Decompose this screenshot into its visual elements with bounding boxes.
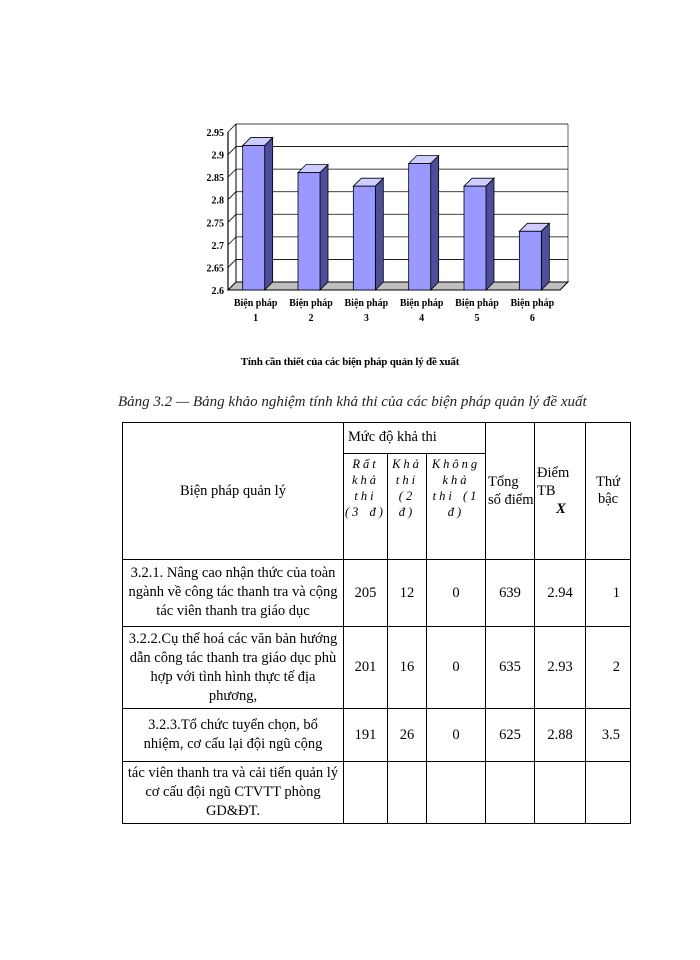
not-feasible-header: Không khả thi (1 đ) bbox=[427, 454, 486, 560]
feasible-cell: 16 bbox=[388, 627, 427, 709]
bar-2 bbox=[298, 165, 328, 290]
x-category-label: Biện pháp bbox=[510, 298, 555, 309]
measure-cell: 3.2.2.Cụ thể hoá các văn bản hướng dẫn công tác thanh tra giáo dục phù hợp với tình hình thực tế địa phương, bbox=[123, 627, 344, 709]
bar-side bbox=[320, 165, 328, 290]
avg-cell: 2.88 bbox=[535, 709, 586, 762]
bar-side bbox=[431, 156, 439, 290]
chart-gridlines bbox=[228, 124, 568, 290]
chart-axes bbox=[228, 124, 568, 290]
feasible-cell bbox=[388, 762, 427, 824]
y-axis-ticks bbox=[207, 128, 225, 297]
bar-front bbox=[243, 146, 265, 290]
gridline-side bbox=[228, 237, 236, 245]
x-category-number: 5 bbox=[474, 313, 480, 324]
table-caption: Bảng 3.2 — Bảng khảo nghiệm tính khả thi của các biện pháp quản lý đề xuất bbox=[118, 394, 587, 410]
total-cell bbox=[486, 762, 535, 824]
rank-cell: 3.5 bbox=[586, 709, 631, 762]
y-tick-label: 2.9 bbox=[211, 150, 224, 162]
table-row bbox=[123, 627, 631, 709]
x-category-number: 6 bbox=[529, 313, 535, 324]
not-feasible-cell: 0 bbox=[427, 627, 486, 709]
x-category-label: Biện pháp bbox=[233, 298, 278, 309]
x-category-number: 3 bbox=[363, 313, 369, 324]
table-row bbox=[123, 560, 631, 627]
avg-symbol: X bbox=[556, 501, 566, 517]
total-cell: 625 bbox=[486, 709, 535, 762]
not-feasible-cell: 0 bbox=[427, 709, 486, 762]
gridline-side bbox=[228, 259, 236, 267]
rank-cell: 1 bbox=[586, 560, 631, 627]
x-category-number: 2 bbox=[308, 313, 314, 324]
not-feasible-cell: 0 bbox=[427, 560, 486, 627]
measure-cell bbox=[123, 560, 344, 627]
bar-5 bbox=[464, 178, 494, 290]
x-category-label: Biện pháp bbox=[289, 298, 333, 309]
table-row bbox=[123, 762, 631, 824]
bar-side bbox=[375, 178, 383, 290]
avg-cell: 2.93 bbox=[535, 627, 586, 709]
bar-side bbox=[486, 178, 494, 290]
table-row bbox=[123, 709, 631, 762]
bar-front bbox=[464, 186, 486, 290]
bar-side bbox=[541, 223, 549, 290]
y-tick-label: 2.8 bbox=[211, 195, 224, 207]
bar-chart bbox=[0, 0, 700, 350]
avg-cell bbox=[535, 762, 586, 824]
gridline-side bbox=[228, 192, 236, 200]
gridline-side bbox=[228, 147, 236, 155]
bar-1 bbox=[243, 138, 273, 290]
x-category-label: Biện pháp bbox=[455, 298, 499, 309]
bar-front bbox=[298, 173, 320, 290]
feasible-cell: 12 bbox=[388, 560, 427, 627]
total-cell: 635 bbox=[486, 627, 535, 709]
rank-cell bbox=[586, 762, 631, 824]
bar-front bbox=[353, 186, 375, 290]
feasible-header: Khả thi (2 đ) bbox=[388, 454, 427, 560]
measure-text: 3.2.1. Nâng cao nhận thức của toàn ngành về công tác thanh tra và cộng tác viên thanh tra giáo dục bbox=[128, 564, 338, 619]
very-feasible-cell: 201 bbox=[344, 627, 388, 709]
x-category-number: 4 bbox=[419, 313, 425, 324]
y-tick-label: 2.75 bbox=[206, 218, 224, 230]
x-category-label: Biện pháp bbox=[344, 298, 389, 309]
very-feasible-cell: 205 bbox=[344, 560, 388, 627]
avg-header bbox=[535, 423, 586, 560]
table-header-row bbox=[123, 423, 631, 454]
gridline-side bbox=[228, 214, 236, 222]
bar-side bbox=[265, 138, 273, 290]
rank-header: Thứ bậc bbox=[586, 423, 631, 560]
measure-cell: tác viên thanh tra và cải tiến quản lý cơ cấu đội ngũ CTVTT phòng GD&ĐT. bbox=[123, 762, 344, 824]
feasibility-table bbox=[122, 422, 631, 824]
avg-header-line2: TB bbox=[537, 483, 556, 499]
gridline-side bbox=[228, 124, 236, 132]
y-tick-label: 2.95 bbox=[206, 128, 224, 139]
chart-floor bbox=[228, 282, 568, 290]
x-category-label: Biện pháp bbox=[399, 298, 444, 309]
rank-cell: 2 bbox=[586, 627, 631, 709]
very-feasible-cell: 191 bbox=[344, 709, 388, 762]
x-axis-labels bbox=[234, 298, 555, 324]
total-cell: 639 bbox=[486, 560, 535, 627]
feasible-cell: 26 bbox=[388, 709, 427, 762]
very-feasible-header: Rất khả thi (3 đ) bbox=[344, 454, 388, 560]
very-feasible-cell bbox=[344, 762, 388, 824]
y-tick-label: 2.85 bbox=[206, 173, 224, 185]
bar-3 bbox=[353, 178, 383, 290]
measure-cell: 3.2.3.Tổ chức tuyển chọn, bổ nhiệm, cơ cấu lại đội ngũ cộng bbox=[123, 709, 344, 762]
y-tick-label: 2.7 bbox=[211, 240, 224, 252]
chart-bars bbox=[243, 138, 550, 290]
level-group-header: Mức độ khả thi bbox=[344, 423, 486, 454]
y-tick-label: 2.6 bbox=[211, 286, 224, 297]
measure-header: Biện pháp quản lý bbox=[123, 423, 344, 560]
total-header: Tổng số điểm bbox=[486, 423, 535, 560]
not-feasible-cell bbox=[427, 762, 486, 824]
bar-4 bbox=[409, 156, 439, 290]
y-tick-label: 2.65 bbox=[206, 263, 224, 275]
gridline-side bbox=[228, 169, 236, 177]
chart-title: Tính cần thiết của các biện pháp quản lý đề xuất bbox=[240, 356, 460, 368]
avg-cell: 2.94 bbox=[535, 560, 586, 627]
bar-front bbox=[519, 231, 541, 290]
x-category-number: 1 bbox=[253, 313, 259, 324]
bar-6 bbox=[519, 223, 549, 290]
bar-front bbox=[409, 164, 431, 290]
avg-header-line1: Điểm bbox=[537, 465, 570, 481]
